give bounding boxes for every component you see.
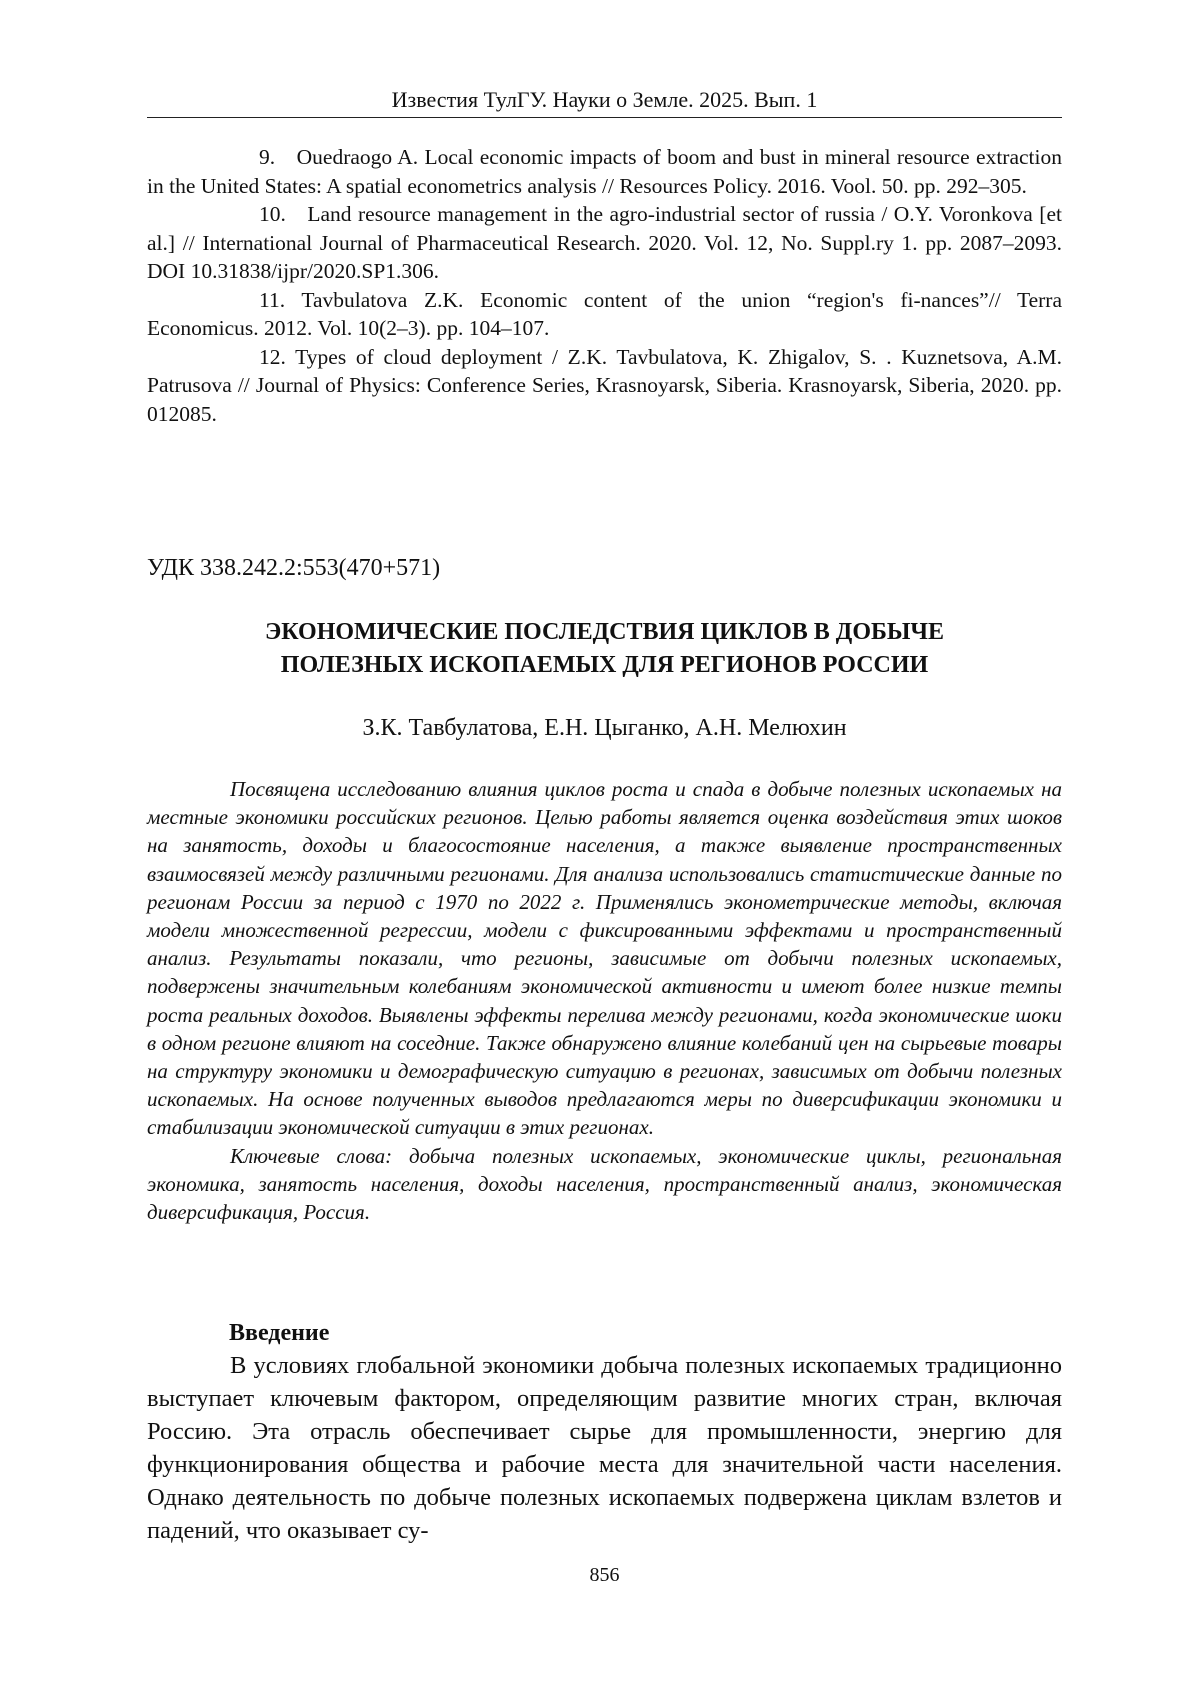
section-heading: Введение (229, 1320, 330, 1346)
abstract-text: Посвящена исследованию влияния циклов роста и спада в добыче полезных ископаемых на местные экономики российских регионов. Целью работы является оценка воздействия этих шоков на занятость, доходы и благосостояние населения, а также выявление пространственных взаимосвязей между различными регионами. Для анализа использовались статистические данные по регионам России за период с 1970 по 2022 г. Применялись эконометрические методы, включая модели множественной регрессии, модели с фиксированными эффектами и пространственный анализ. Результаты показали, что регионы, зависимые от добычи полезных ископаемых, подвержены значительным колебаниям экономической активности и имеют более низкие темпы роста реальных доходов. Выявлены эффекты перелива между регионами, когда экономические шоки в одном регионе влияют на соседние. Также обнаружено влияние колебаний цен на сырьевые товары на структуру экономики и демографическую ситуацию в регионах, зависимых от добычи полезных ископаемых. На основе полученных выводов предлагаются меры по диверсификации экономики и стабилизации экономической ситуации в этих регионах. (147, 777, 1062, 1140)
header-rule (147, 117, 1062, 118)
abstract (147, 775, 1062, 1226)
body-paragraph: В условиях глобальной экономики добыча полезных ископаемых традиционно выступает ключевым фактором, определяющим развитие многих стран, включая Россию. Эта отрасль обеспечивает сырье для промышленности, энергию для функционирования общества и рабочие места для значительной части населения. Однако деятельность по добыче полезных ископаемых подвержена циклам взлетов и падений, что оказывает су- (147, 1352, 1062, 1544)
running-head: Известия ТулГУ. Науки о Земле. 2025. Вып. 1 (391, 87, 818, 112)
article-title (147, 616, 1062, 682)
reference-item: 11. Tavbulatova Z.K. Economic content of the union “region's fi-nances”// Terra Economicus. 2012. Vol. 10(2–3). pp. 104–107. (147, 287, 1062, 340)
udc-code: УДК 338.242.2:553(470+571) (147, 555, 441, 581)
article-title-line: ПОЛЕЗНЫХ ИСКОПАЕМЫХ ДЛЯ РЕГИОНОВ РОССИИ (280, 652, 929, 678)
reference-list (147, 143, 1062, 428)
reference-item: 9. Ouedraogo A. Local economic impacts of boom and bust in mineral resource extraction in the United States: A spatial econometrics analysis // Resources Policy. 2016. Vool. 50. pp. 292–305. (147, 145, 1062, 198)
authors: З.К. Тавбулатова, Е.Н. Цыганко, А.Н. Мелюхин (362, 715, 847, 741)
reference-item: 10. Land resource management in the agro-industrial sector of russia / O.Y. Voronkova [et al.] // International Journal of Pharmaceutical Research. 2020. Vol. 12, No. Suppl.ry 1. pp. 2087–2093. DOI 10.31838/ijpr/2020.SP1.306. (147, 202, 1062, 283)
keywords: Ключевые слова: добыча полезных ископаемых, экономические циклы, региональная экономика, занятость населения, доходы населения, пространственный анализ, экономическая диверсификация, Россия. (147, 1143, 1062, 1225)
page-number: 856 (589, 1564, 620, 1586)
article-title-line: ЭКОНОМИЧЕСКИЕ ПОСЛЕДСТВИЯ ЦИКЛОВ В ДОБЫЧЕ (264, 619, 945, 645)
reference-item: 12. Types of cloud deployment / Z.K. Tavbulatova, K. Zhigalov, S. . Kuznetsova, A.M. Patrusova // Journal of Physics: Conference Series, Krasnoyarsk, Siberia. Krasnoyarsk, Siberia, 2020. pp. 012085. (147, 344, 1062, 426)
